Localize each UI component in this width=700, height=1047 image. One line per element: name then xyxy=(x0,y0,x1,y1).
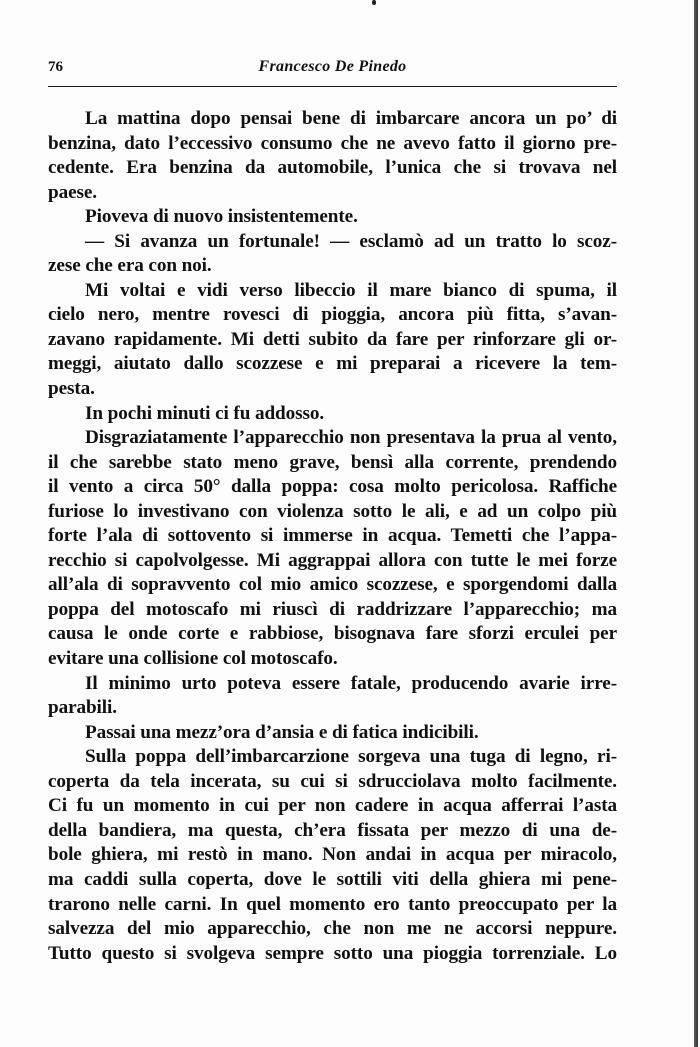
running-head-author: Francesco De Pinedo xyxy=(258,58,407,75)
text-line: trarono nelle carni. In quel momento ero tanto preoccupato per la xyxy=(48,893,617,915)
text-line: Sulla poppa dell’imbarcarzione sorgeva una tuga di legno, ri- xyxy=(85,746,617,768)
page-number: 76 xyxy=(48,59,63,75)
text-line: zavano rapidamente. Mi detti subito da fare per rinforzare gli or- xyxy=(48,328,617,350)
body-text xyxy=(48,107,617,966)
text-line: meggi, aiutato dallo scozzese e mi preparai a ricevere la tem- xyxy=(48,353,617,375)
text-line: paese. xyxy=(48,181,97,203)
text-line: forte l’ala di sottovento si immerse in acqua. Temetti che l’appa- xyxy=(48,525,617,547)
text-line: — Si avanza un fortunale! — esclamò ad un tratto lo scoz- xyxy=(85,230,617,252)
text-line: Pioveva di nuovo insistentemente. xyxy=(85,206,358,228)
text-line: salvezza del mio apparecchio, che non me ne accorsi neppure. xyxy=(48,918,617,940)
page-header xyxy=(48,56,617,87)
text-line: recchio si capolvolgesse. Mi aggrappai allora con tutte le mei forze xyxy=(48,549,617,571)
text-line: cielo nero, mentre rovesci di pioggia, ancora più fitta, s’avan- xyxy=(48,304,617,326)
text-line: furiose lo investivano con violenza sotto le ali, e ad un colpo più xyxy=(48,500,617,522)
text-line: In pochi minuti ci fu addosso. xyxy=(85,402,325,424)
text-line: della bandiera, ma questa, ch’era fissata per mezzo di una de- xyxy=(48,819,617,841)
text-line: evitare una collisione col motoscafo. xyxy=(48,648,338,670)
text-line: ma caddi sulla coperta, dove le sottili viti della ghiera mi pene- xyxy=(48,868,617,890)
text-line: il vento a circa 50° dalla poppa: cosa molto pericolosa. Raffiche xyxy=(48,476,617,498)
text-line: Ci fu un momento in cui per non cadere in acqua afferrai l’asta xyxy=(48,795,617,817)
text-line: poppa del motoscafo mi riuscì di raddrizzare l’apparecchio; ma xyxy=(48,598,617,620)
text-line: bole ghiera, mi restò in mano. Non andai in acqua per miracolo, xyxy=(48,844,617,866)
text-line: coperta da tela incerata, su cui si sdrucciolava molto facilmente. xyxy=(48,770,617,792)
scan-speck xyxy=(372,0,376,5)
text-line: La mattina dopo pensai bene di imbarcare ancora un po’ di xyxy=(85,108,617,129)
text-line: Mi voltai e vidi verso libeccio il mare bianco di spuma, il xyxy=(85,279,617,301)
text-line: benzina, dato l’eccessivo consumo che ne avevo fatto il giorno pre- xyxy=(48,132,617,154)
text-line: pesta. xyxy=(48,378,95,400)
text-line: zese che era con noi. xyxy=(48,255,212,277)
text-line: parabili. xyxy=(48,697,117,719)
text-line: il che sarebbe stato meno grave, bensì alla corrente, prendendo xyxy=(48,451,617,473)
text-line: Disgraziatamente l’apparecchio non presentava la prua al vento, xyxy=(85,427,617,449)
text-line: Il minimo urto poteva essere fatale, producendo avarie irre- xyxy=(85,672,617,694)
text-line: Passai una mezz’ora d’ansia e di fatica indicibili. xyxy=(85,721,479,743)
text-line: Tutto questo si svolgeva sempre sotto una pioggia torrenziale. Lo xyxy=(48,942,617,964)
text-line: all’ala di sopravvento col mio amico scozzese, e sporgendomi dalla xyxy=(48,574,617,596)
text-line: causa le onde corte e rabbiose, bisognava fare sforzi erculei per xyxy=(48,623,617,645)
page-edge-shadow xyxy=(694,0,698,1047)
text-line: cedente. Era benzina da automobile, l’unica che si trovava nel xyxy=(48,157,617,179)
